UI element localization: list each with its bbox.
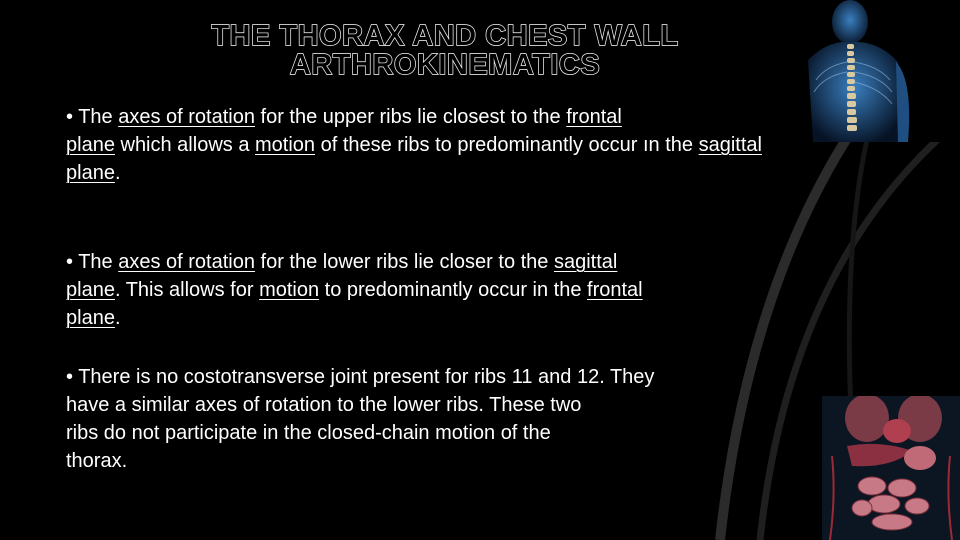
- bullet-text: .: [114, 307, 121, 329]
- bullet-line: thorax.: [66, 450, 128, 472]
- spine-anatomy-image: [808, 0, 960, 142]
- bullet-line: • There is no costotransverse joint present for ribs 11 and 12. They: [66, 366, 655, 388]
- link-frontal[interactable]: frontal: [587, 279, 643, 301]
- bullet-text: which allows a: [114, 134, 255, 156]
- link-sagittal-plane[interactable]: sagittal plane: [66, 134, 762, 184]
- bullet-text: . This allows for: [114, 279, 260, 301]
- bullet-text: for the lower ribs lie closer to the: [254, 251, 554, 273]
- link-motion[interactable]: motion: [259, 279, 320, 301]
- link-plane[interactable]: plane: [66, 134, 115, 156]
- slide-title: [150, 22, 740, 80]
- link-axes-of-rotation[interactable]: axes of rotation: [118, 106, 255, 128]
- title-line-2: ARTHROKINEMATICS: [289, 49, 601, 81]
- link-motion[interactable]: motion: [255, 134, 316, 156]
- link-sagittal[interactable]: sagittal: [553, 251, 618, 273]
- title-line-1: THE THORAX AND CHEST WALL: [211, 20, 679, 52]
- bullet-line: ribs do not participate in the closed-chain motion of the: [66, 422, 551, 444]
- bullet-text: .: [114, 162, 121, 184]
- bullet-ribs-11-12: [66, 363, 796, 475]
- link-plane[interactable]: plane: [66, 279, 115, 301]
- link-plane[interactable]: plane: [66, 307, 115, 329]
- bullet-upper-ribs: [66, 103, 796, 187]
- bullet-text: • The: [66, 251, 119, 273]
- abdominal-organs-image: [822, 396, 960, 540]
- bullet-text: of these ribs to predominantly occur ın the: [315, 134, 699, 156]
- bullet-line: have a similar axes of rotation to the lower ribs. These two: [66, 394, 582, 416]
- bullet-text: • The: [66, 106, 119, 128]
- bullet-text: to predominantly occur in the: [319, 279, 588, 301]
- link-axes-of-rotation[interactable]: axes of rotation: [118, 251, 255, 273]
- bullet-text: for the upper ribs lie closest to the: [254, 106, 567, 128]
- link-frontal[interactable]: frontal: [566, 106, 622, 128]
- bullet-lower-ribs: [66, 248, 786, 332]
